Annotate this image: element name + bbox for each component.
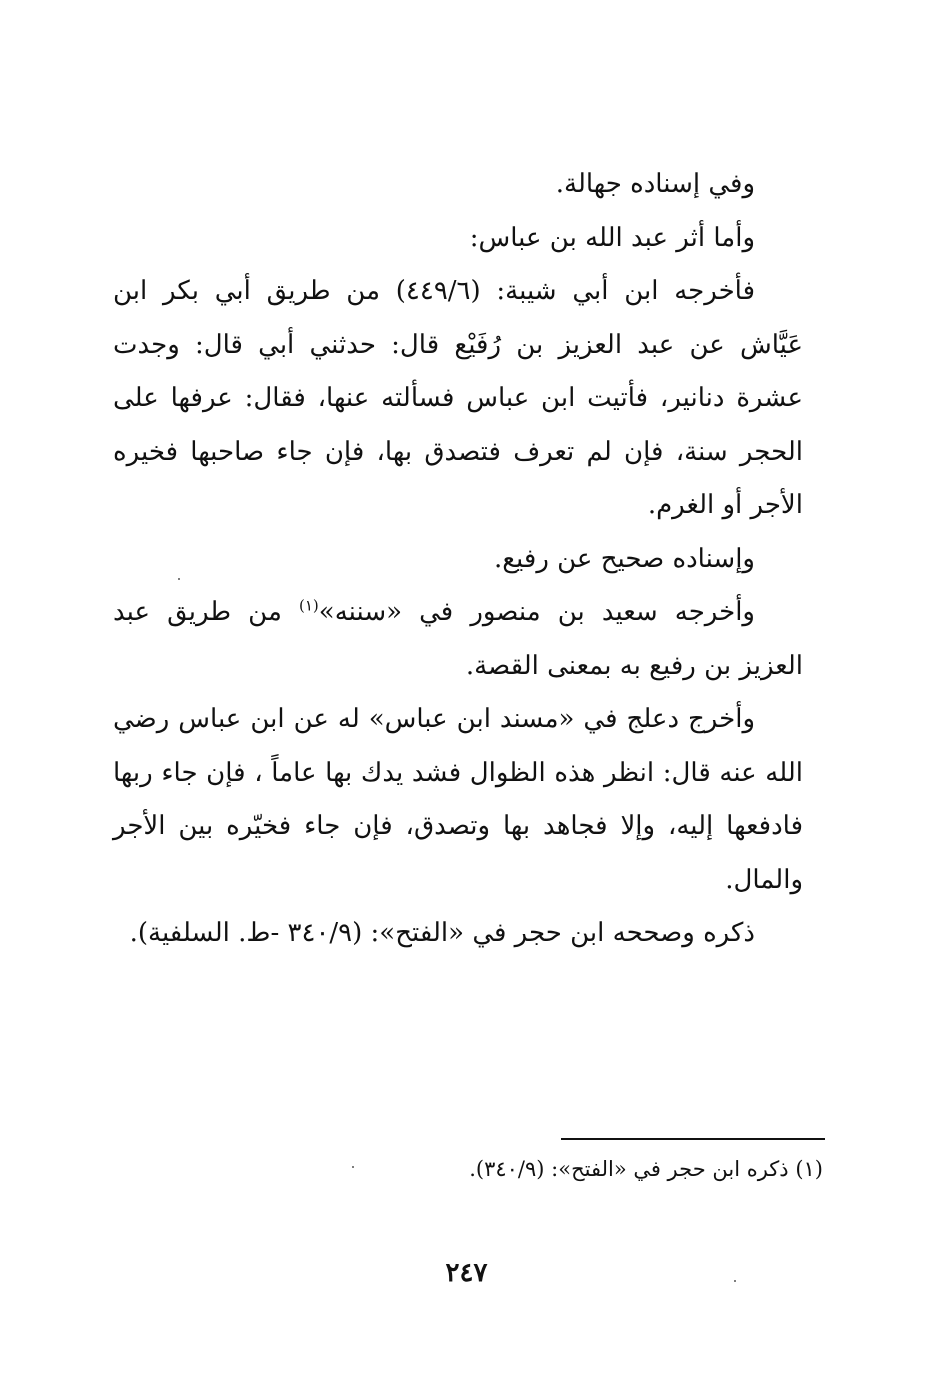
page-number: ٢٤٧ <box>445 1258 488 1288</box>
paragraph-5 <box>113 586 803 693</box>
footnote-separator <box>561 1138 825 1140</box>
paragraph-2: وأما أثر عبد الله بن عباس: <box>469 222 755 253</box>
main-text-block <box>113 158 803 961</box>
paragraph-7: ذكره وصححه ابن حجر في «الفتح»: (٣٤٠/٩ -ط. السلفية). <box>129 918 755 948</box>
print-speck <box>734 1280 736 1282</box>
paragraph-5-end: من طريق عبد العزيز بن رفيع به بمعنى القصة. <box>113 597 803 681</box>
paragraph-4: وإسناده صحيح عن رفيع. <box>493 543 755 574</box>
footnote: (١) ذكره ابن حجر في «الفتح»: (٣٤٠/٩). <box>469 1157 823 1181</box>
footnote-reference: (١) <box>299 596 319 615</box>
print-speck <box>352 1166 354 1168</box>
paragraph-6: وأخرج دعلج في «مسند ابن عباس» له عن ابن عباس رضي الله عنه قال: انظر هذه الظوال فشد يدك بها عاماً ، فإن جاء ربها فادفعها إليه، وإلا فجاهد بها وتصدق، فإن جاء فخيّره بين الأجر والمال. <box>113 704 803 895</box>
paragraph-1: وفي إسناده جهالة. <box>555 169 755 199</box>
paragraph-3: فأخرجه ابن أبي شيبة: (٤٤٩/٦) من طريق أبي بكر ابن عَيَّاش عن عبد العزيز بن رُفَيْع قال: حدثني أبي قال: وجدت عشرة دنانير، فأتيت ابن عباس فسألته عنها، فقال: عرفها على الحجر سنة، فإن لم تعرف فتصدق بها، فإن جاء صاحبها فخيره الأجر أو الغرم. <box>113 276 803 520</box>
print-speck <box>178 578 180 580</box>
paragraph-5-start: وأخرجه سعيد بن منصور في «سننه» <box>318 597 755 627</box>
